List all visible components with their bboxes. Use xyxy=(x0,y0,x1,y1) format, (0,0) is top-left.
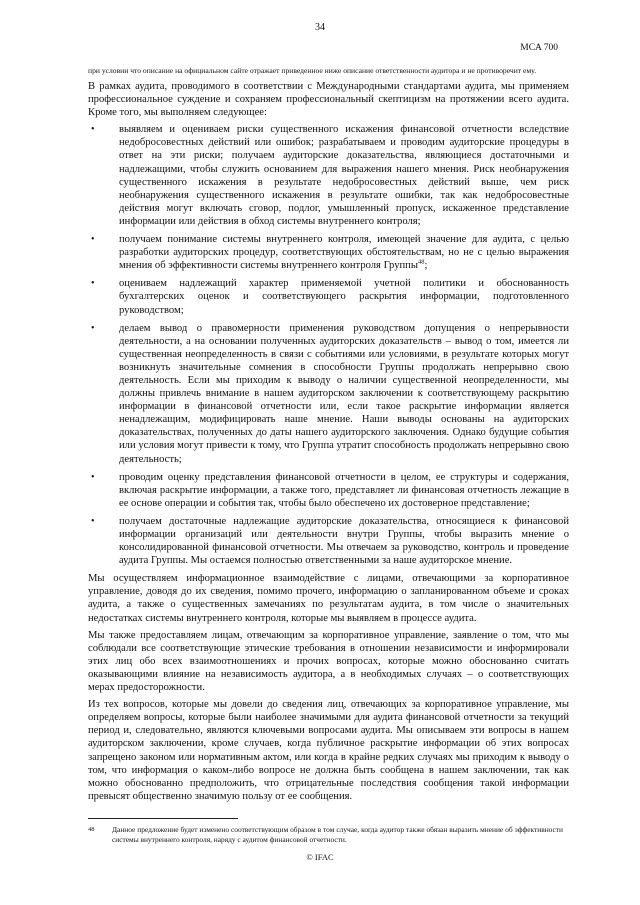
list-item-text: получаем достаточные надлежащие аудиторские доказательства, относящиеся к финансовой информации организаций или деятельности внутри Группы, чтобы выразить мнение о консолидированной финансовой отчетности. Мы отвечаем за руководство, контроль и проведение аудита Группы. Мы остаемся полностью ответственными за наше аудиторское мнение. xyxy=(119,515,569,567)
list-item-text: получаем понимание системы внутреннего контроля, имеющей значение для аудита, с целью разработки аудиторских процедур, соответствующих обстоятельствам, но не с целью выражения мнения об эффективности системы внутреннего контроля Группы xyxy=(119,234,569,272)
footnote-divider xyxy=(88,818,238,819)
bullet-icon: • xyxy=(91,471,95,483)
list-item xyxy=(88,123,569,228)
footnote xyxy=(88,825,563,844)
list-item-tail: ; xyxy=(424,260,428,272)
document-code: MCA 700 xyxy=(520,43,558,53)
intro-text: при условии что описание на официальном сайте отражает приведенное ниже описание ответственности аудитора и не противоречит ему. xyxy=(88,66,537,75)
list-item xyxy=(88,471,569,510)
footnote-reference[interactable]: 48 xyxy=(417,258,425,266)
footnote-number: 48 xyxy=(88,826,95,833)
list-item-text: оцениваем надлежащий характер применяемой учетной политики и обоснованность бухгалтерских оценок и соответствующего раскрытия информации, подготовленного руководством; xyxy=(119,278,569,316)
list-item xyxy=(88,322,569,466)
bullet-icon: • xyxy=(91,515,95,527)
list-item xyxy=(88,515,569,567)
paragraph-4: Из тех вопросов, которые мы довели до сведения лиц, отвечающих за корпоративное управление, мы определяем вопросы, которые были наиболее значимыми для аудита финансовой отчетности за текущий период и, следовательно, являются ключевыми вопросами аудита. Мы описываем эти вопросы в нашем аудиторском заключении, кроме случаев, когда публичное раскрытие информации об этих вопросах запрещено законом или нормативным актом, или когда в крайне редких случаях мы приходим к выводу о том, что информация о каком-либо вопросе не должна быть сообщена в нашем заключении, так как можно обоснованно предположить, что отрицательные последствия сообщения такой информации превысят общественно значимую пользу от ее сообщения. xyxy=(88,699,569,802)
page-content xyxy=(88,66,569,807)
bullet-icon: • xyxy=(91,124,95,136)
list-item-text: выявляем и оцениваем риски существенного искажения финансовой отчетности вследствие недобросовестных действий или ошибок; разрабатываем и проводим аудиторские процедуры в ответ на эти риски; получаем аудиторские доказательства, являющиеся достаточными и надлежащими, чтобы служить основанием для выражения нашего мнения. Риск необнаружения существенного искажения в результате недобросовестных действий выше, чем риск необнаружения существенного искажения в результате ошибки, так как недобросовестные действия могут включать сговор, подлог, умышленный пропуск, искаженное представление информации или действия в обход системы внутреннего контроля; xyxy=(119,124,569,227)
list-item-text: делаем вывод о правомерности применения руководством допущения о непрерывности деятельности, а на основании полученных аудиторских доказательств – вывод о том, имеется ли существенная неопределенность в связи с событиями или условиями, в результате которых могут возникнуть значительные сомнения в способности Группы продолжать непрерывно свою деятельность. Если мы приходим к выводу о наличии существенной неопределенности, мы должны привлечь внимание в нашем аудиторском заключении к соответствующему раскрытию информации в финансовой отчетности или, если такое раскрытие информации является ненадлежащим, модифицировать наше мнение. Наши выводы основаны на аудиторских доказательствах, полученных до даты нашего аудиторского заключения. Однако будущие события или условия могут привести к тому, что Группа утратит способность продолжать непрерывно свою деятельность; xyxy=(119,322,569,465)
page-number: 34 xyxy=(315,22,325,33)
paragraph-1: В рамках аудита, проводимого в соответствии с Международными стандартами аудита, мы применяем профессиональное суждение и сохраняем профессиональный скептицизм на протяжении всего аудита. Кроме того, мы выполняем следующее: xyxy=(88,81,569,119)
bullet-icon: • xyxy=(91,234,95,246)
paragraph-3: Мы также предоставляем лицам, отвечающим за корпоративное управление, заявление о том, что мы соблюдали все соответствующие этические требования в отношении независимости и информировали этих лиц обо всех взаимоотношениях и прочих вопросах, которые можно обоснованно считать оказывающими влияние на независимость аудитора, а в необходимых случаях – о соответствующих мерах предосторожности. xyxy=(88,629,569,694)
footnote-text: Данное предложение будет изменено соответствующим образом в том случае, когда аудитор также обязан выразить мнение об эффективности системы внутреннего контроля, наряду с аудитом финансовой отчетности. xyxy=(112,825,563,844)
bullet-icon: • xyxy=(91,322,95,334)
list-item xyxy=(88,233,569,272)
bullet-icon: • xyxy=(91,278,95,290)
list-item xyxy=(88,277,569,316)
paragraph-2: Мы осуществляем информационное взаимодействие с лицами, отвечающими за корпоративное управление, доводя до их сведения, помимо прочего, информацию о запланированном объеме и сроках аудита, а также о существенных замечаниях по результатам аудита, в том числе о значительных недостатках системы внутреннего контроля, которые мы выявляем в процессе аудита. xyxy=(88,573,569,624)
copyright-notice: © IFAC xyxy=(306,852,334,862)
responsibilities-list xyxy=(88,123,569,567)
list-item-text: проводим оценку представления финансовой отчетности в целом, ее структуры и содержания, включая раскрытие информации, а также того, представляет ли финансовая отчетность лежащие в ее основе операции и события так, чтобы было обеспечено их достоверное представление; xyxy=(119,471,569,509)
